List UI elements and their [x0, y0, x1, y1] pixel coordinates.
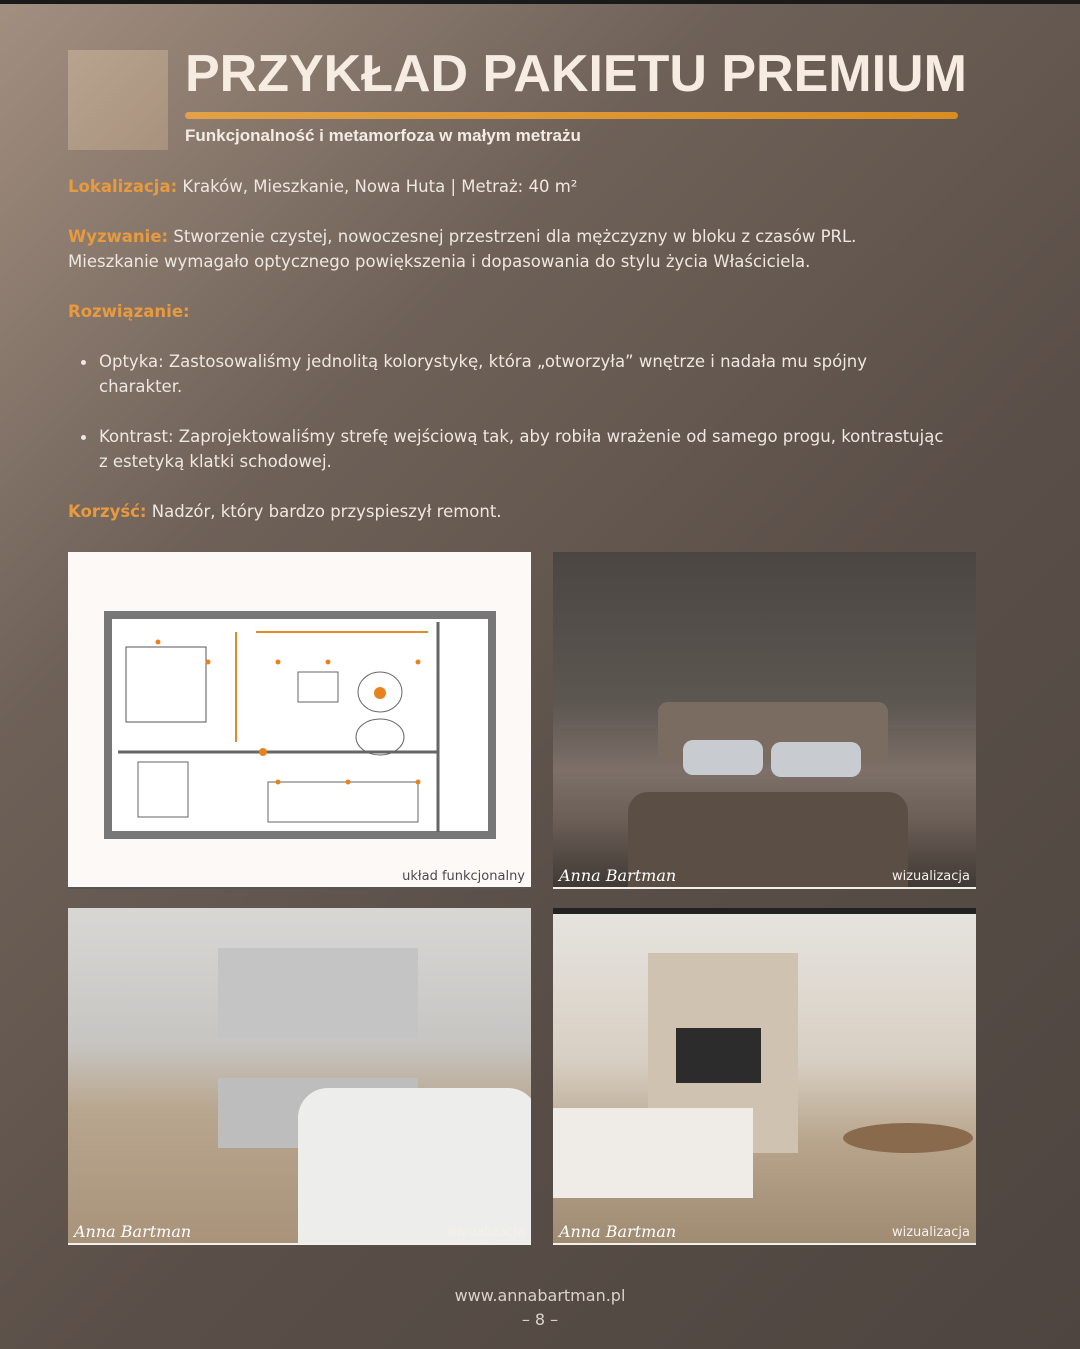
- image-caption: wizualizacja: [891, 1225, 970, 1240]
- page-number: – 8 –: [521, 1310, 559, 1329]
- solution-list: [68, 349, 948, 474]
- benefit-paragraph: [68, 499, 948, 524]
- challenge-paragraph: [68, 224, 948, 274]
- kitchen-cabinets: [218, 948, 418, 1038]
- caption-underline: [553, 887, 976, 889]
- caption-underline: [68, 1243, 531, 1245]
- challenge-label: Wyzwanie:: [68, 227, 169, 246]
- anna-bartman-logo: Anna Bartman: [559, 1222, 677, 1241]
- challenge-text: Stworzenie czystej, nowoczesnej przestrzeni dla mężczyzny w bloku z czasów PRL. Mieszkanie wymagało optycznego powiększenia i dopasowania do stylu życia Właściciela.: [68, 227, 857, 271]
- ceiling-track: [553, 908, 976, 914]
- caption-underline: [68, 887, 531, 889]
- image-caption: wizualizacja: [891, 869, 970, 884]
- living-room-visualization-image: [553, 908, 976, 1245]
- page-subtitle: Funkcjonalność i metamorfoza w małym metrażu: [185, 126, 581, 145]
- caption-underline: [553, 1243, 976, 1245]
- solution-label: Rozwiązanie:: [68, 302, 190, 321]
- kitchen-visualization-image: [68, 908, 531, 1245]
- benefit-label: Korzyść:: [68, 502, 147, 521]
- color-swatch: [68, 50, 168, 150]
- image-caption: wizualizacja: [446, 1225, 525, 1240]
- location-paragraph: [68, 174, 948, 199]
- image-caption: układ funkcjonalny: [402, 869, 525, 884]
- website-link[interactable]: www.annabartman.pl: [454, 1286, 626, 1305]
- pillow: [771, 742, 861, 777]
- pillow: [683, 740, 763, 775]
- location-label: Lokalizacja:: [68, 177, 178, 196]
- page-title: PRZYKŁAD PAKIETU PREMIUM: [185, 45, 967, 103]
- sofa: [298, 1088, 531, 1245]
- dining-table: [843, 1123, 973, 1153]
- benefit-text: Nadzór, który bardzo przyspieszył remont.: [146, 502, 502, 521]
- bedroom-visualization-image: [553, 552, 976, 889]
- floor-plan-drawing: [68, 552, 531, 889]
- top-bar: [0, 0, 1080, 4]
- anna-bartman-logo: Anna Bartman: [74, 1222, 192, 1241]
- tv: [676, 1028, 761, 1083]
- solution-label-paragraph: [68, 299, 948, 324]
- location-text: Kraków, Mieszkanie, Nowa Huta | Metraż: 40 m²: [177, 177, 578, 196]
- list-item: Kontrast: Zaprojektowaliśmy strefę wejściową tak, aby robiła wrażenie od samego progu, kontrastując z estetyką klatki schodowej.: [68, 424, 948, 474]
- floor-plan-image: [68, 552, 531, 889]
- title-underline: [185, 112, 958, 119]
- list-item: Optyka: Zastosowaliśmy jednolitą kolorystykę, która „otworzyła” wnętrze i nadała mu spójny charakter.: [68, 349, 948, 399]
- anna-bartman-logo: Anna Bartman: [559, 866, 677, 885]
- sofa: [553, 1108, 753, 1198]
